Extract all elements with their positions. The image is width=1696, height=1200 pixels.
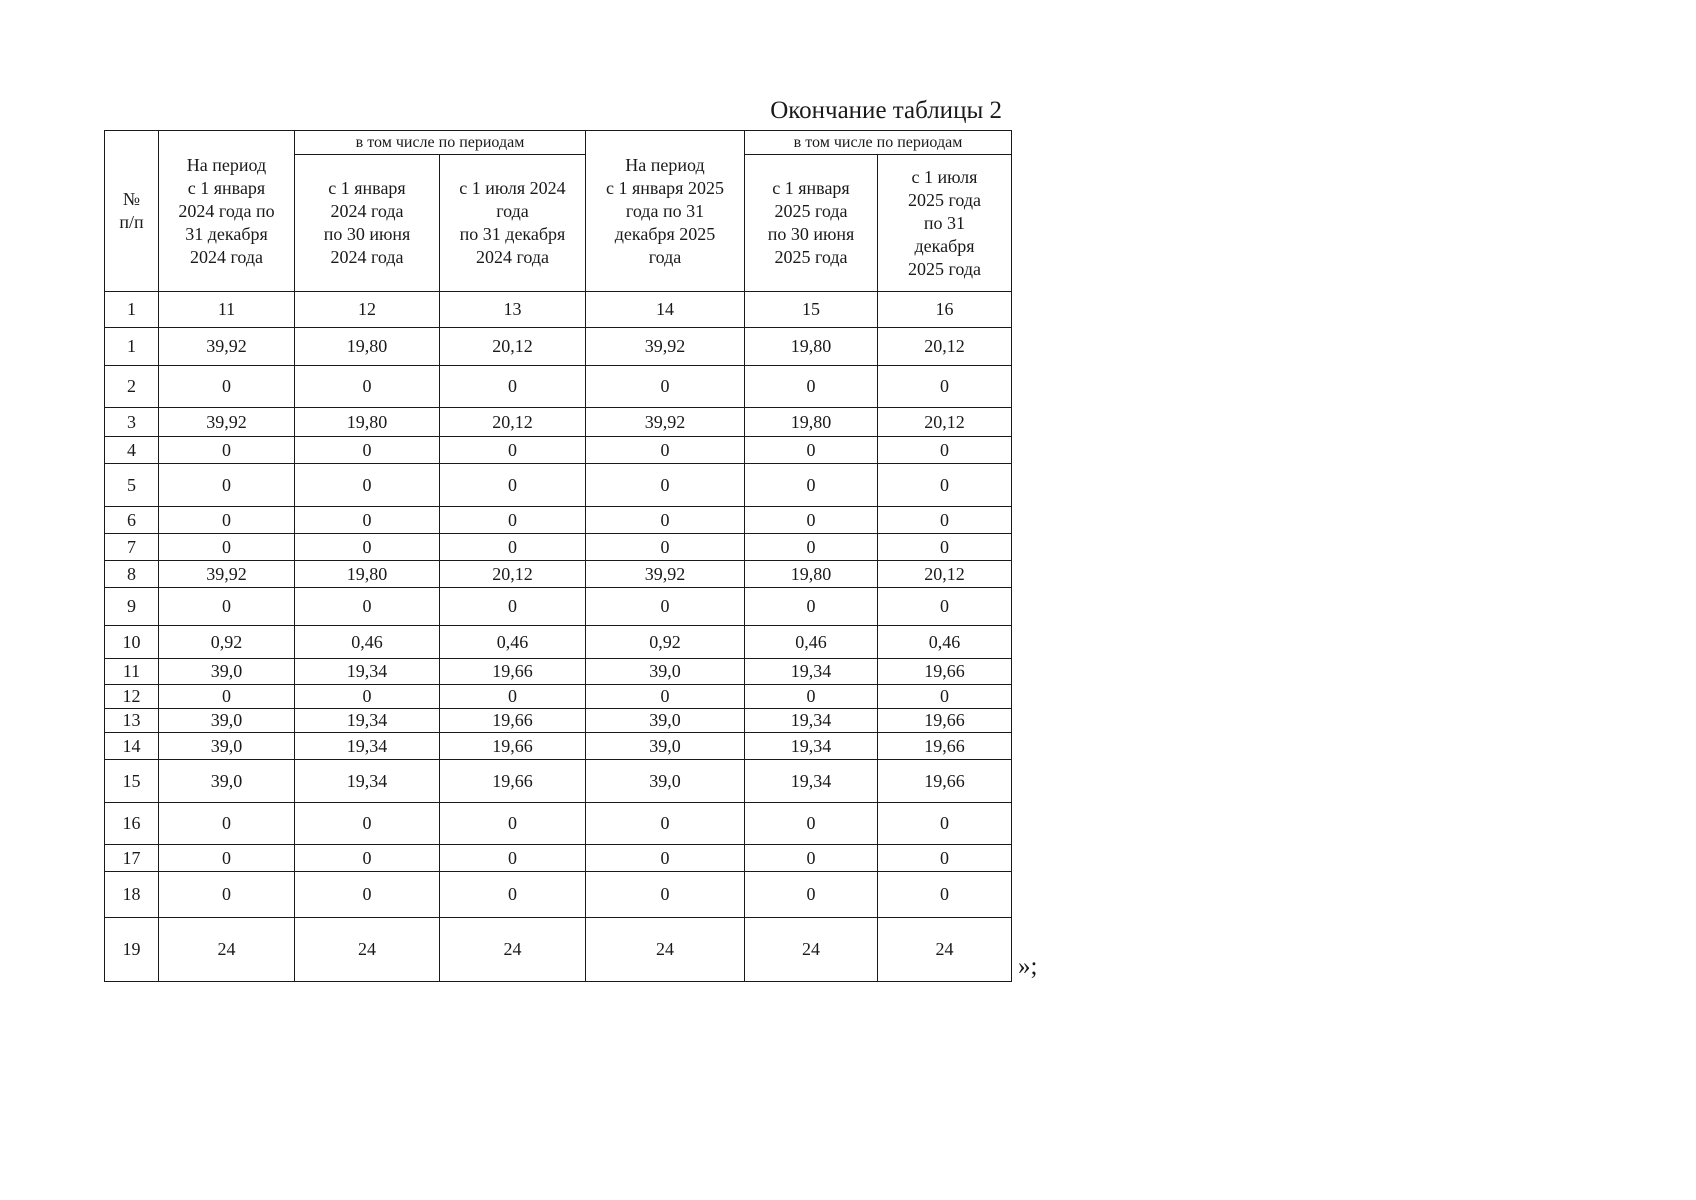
value-cell: 19,80 — [745, 328, 878, 366]
header-h1-2025 — [745, 155, 878, 292]
value-cell: 19,34 — [295, 709, 440, 733]
value-cell: 0,46 — [295, 626, 440, 659]
value-cell: 39,92 — [586, 561, 745, 588]
value-cell: 0 — [586, 507, 745, 534]
table-row — [105, 328, 1012, 366]
value-cell: 0 — [159, 685, 295, 709]
table-row — [105, 760, 1012, 803]
value-cell: 39,0 — [586, 760, 745, 803]
value-cell: 0 — [295, 437, 440, 464]
value-cell: 0 — [159, 803, 295, 845]
value-cell: 19,34 — [295, 733, 440, 760]
value-cell: 0 — [878, 507, 1012, 534]
value-cell: 0 — [586, 803, 745, 845]
value-cell: 24 — [440, 918, 586, 982]
value-cell: 0 — [745, 588, 878, 626]
value-cell: 24 — [295, 918, 440, 982]
value-cell: 0 — [159, 872, 295, 918]
data-table — [104, 130, 1012, 982]
value-cell: 0 — [295, 464, 440, 507]
value-cell: 0 — [440, 437, 586, 464]
header-num — [105, 131, 159, 292]
value-cell: 0 — [878, 803, 1012, 845]
row-number-cell: 1 — [105, 328, 159, 366]
value-cell: 0 — [295, 534, 440, 561]
value-cell: 19,66 — [440, 733, 586, 760]
value-cell: 19,80 — [295, 328, 440, 366]
value-cell: 0 — [745, 366, 878, 408]
table-body — [105, 292, 1012, 982]
value-cell: 0 — [745, 507, 878, 534]
table-row — [105, 845, 1012, 872]
value-cell: 0 — [586, 685, 745, 709]
header-h2-2024 — [440, 155, 586, 292]
value-cell: 0 — [159, 845, 295, 872]
header-h2-2025 — [878, 155, 1012, 292]
column-number-cell: 13 — [440, 292, 586, 328]
value-cell: 0 — [159, 366, 295, 408]
value-cell: 19,66 — [878, 760, 1012, 803]
value-cell: 0 — [586, 588, 745, 626]
row-number-cell: 3 — [105, 408, 159, 437]
value-cell: 39,92 — [586, 408, 745, 437]
value-cell: 0 — [440, 588, 586, 626]
table-row — [105, 733, 1012, 760]
column-number-cell: 14 — [586, 292, 745, 328]
value-cell: 0 — [745, 464, 878, 507]
header-group-2025: в том числе по периодам — [745, 131, 1012, 155]
value-cell: 20,12 — [878, 408, 1012, 437]
header-h1-2025-text: с 1 января 2025 года по 30 июня 2025 года — [767, 178, 855, 267]
value-cell: 19,34 — [745, 733, 878, 760]
value-cell: 24 — [878, 918, 1012, 982]
value-cell: 0,46 — [745, 626, 878, 659]
value-cell: 20,12 — [440, 561, 586, 588]
header-group-2024: в том числе по периодам — [295, 131, 586, 155]
header-period-2025 — [586, 131, 745, 292]
column-number-cell: 1 — [105, 292, 159, 328]
row-number-cell: 12 — [105, 685, 159, 709]
value-cell: 0 — [295, 803, 440, 845]
row-number-cell: 8 — [105, 561, 159, 588]
value-cell: 20,12 — [440, 328, 586, 366]
header-h1-2024 — [295, 155, 440, 292]
row-number-cell: 4 — [105, 437, 159, 464]
value-cell: 39,0 — [586, 659, 745, 685]
value-cell: 19,80 — [295, 561, 440, 588]
row-number-cell: 16 — [105, 803, 159, 845]
value-cell: 19,66 — [878, 659, 1012, 685]
row-number-cell: 9 — [105, 588, 159, 626]
value-cell: 19,34 — [745, 709, 878, 733]
header-period-2024-text: На период с 1 января 2024 года по 31 декабря 2024 года — [178, 154, 275, 267]
table-row — [105, 464, 1012, 507]
value-cell: 0 — [745, 685, 878, 709]
value-cell: 0 — [440, 534, 586, 561]
value-cell: 19,34 — [295, 760, 440, 803]
column-number-cell: 12 — [295, 292, 440, 328]
row-number-cell: 2 — [105, 366, 159, 408]
row-number-cell: 19 — [105, 918, 159, 982]
header-h1-2024-text: с 1 января 2024 года по 30 июня 2024 года — [323, 178, 411, 267]
value-cell: 0 — [295, 845, 440, 872]
row-number-cell: 11 — [105, 659, 159, 685]
value-cell: 0 — [586, 872, 745, 918]
header-num-text: № п/п — [119, 189, 144, 232]
value-cell: 19,66 — [440, 659, 586, 685]
value-cell: 0,46 — [440, 626, 586, 659]
row-number-cell: 13 — [105, 709, 159, 733]
value-cell: 39,92 — [159, 328, 295, 366]
value-cell: 39,0 — [586, 709, 745, 733]
value-cell: 19,80 — [295, 408, 440, 437]
value-cell: 0 — [878, 588, 1012, 626]
row-number-cell: 14 — [105, 733, 159, 760]
column-number-cell: 16 — [878, 292, 1012, 328]
header-h2-2025-text: с 1 июля 2025 года по 31 декабря 2025 года — [907, 166, 982, 279]
value-cell: 19,34 — [295, 659, 440, 685]
value-cell: 0 — [440, 507, 586, 534]
value-cell: 0 — [295, 872, 440, 918]
value-cell: 24 — [745, 918, 878, 982]
value-cell: 0 — [295, 588, 440, 626]
value-cell: 20,12 — [878, 561, 1012, 588]
value-cell: 0 — [878, 366, 1012, 408]
column-number-row — [105, 292, 1012, 328]
table-row — [105, 659, 1012, 685]
value-cell: 0 — [745, 534, 878, 561]
table-row — [105, 588, 1012, 626]
value-cell: 0 — [295, 507, 440, 534]
value-cell: 19,66 — [878, 733, 1012, 760]
table-row — [105, 366, 1012, 408]
value-cell: 19,80 — [745, 408, 878, 437]
row-number-cell: 17 — [105, 845, 159, 872]
value-cell: 0 — [745, 845, 878, 872]
table-row — [105, 918, 1012, 982]
value-cell: 0 — [440, 803, 586, 845]
column-number-cell: 11 — [159, 292, 295, 328]
value-cell: 19,34 — [745, 760, 878, 803]
row-number-cell: 7 — [105, 534, 159, 561]
value-cell: 39,0 — [159, 659, 295, 685]
value-cell: 0 — [878, 845, 1012, 872]
value-cell: 0 — [745, 803, 878, 845]
value-cell: 0 — [586, 464, 745, 507]
column-number-cell: 15 — [745, 292, 878, 328]
closing-mark: »; — [1018, 953, 1038, 980]
value-cell: 0 — [295, 366, 440, 408]
value-cell: 0,92 — [159, 626, 295, 659]
value-cell: 0 — [159, 507, 295, 534]
value-cell: 0,92 — [586, 626, 745, 659]
table-row — [105, 507, 1012, 534]
table-row — [105, 872, 1012, 918]
table-caption: Окончание таблицы 2 — [770, 97, 1002, 124]
value-cell: 39,92 — [159, 561, 295, 588]
table-row — [105, 803, 1012, 845]
value-cell: 0 — [745, 872, 878, 918]
value-cell: 19,66 — [878, 709, 1012, 733]
value-cell: 39,92 — [586, 328, 745, 366]
row-number-cell: 15 — [105, 760, 159, 803]
value-cell: 0 — [878, 464, 1012, 507]
value-cell: 39,0 — [159, 709, 295, 733]
value-cell: 0 — [586, 437, 745, 464]
table-row — [105, 408, 1012, 437]
table-row — [105, 534, 1012, 561]
table-row — [105, 561, 1012, 588]
table-row — [105, 685, 1012, 709]
value-cell: 19,34 — [745, 659, 878, 685]
table-row — [105, 709, 1012, 733]
value-cell: 0,46 — [878, 626, 1012, 659]
value-cell: 0 — [440, 845, 586, 872]
value-cell: 24 — [586, 918, 745, 982]
value-cell: 0 — [878, 534, 1012, 561]
row-number-cell: 18 — [105, 872, 159, 918]
value-cell: 19,66 — [440, 760, 586, 803]
value-cell: 0 — [745, 437, 878, 464]
value-cell: 20,12 — [440, 408, 586, 437]
table-row — [105, 626, 1012, 659]
value-cell: 39,0 — [159, 733, 295, 760]
value-cell: 0 — [586, 845, 745, 872]
header-h2-2024-text: с 1 июля 2024 года по 31 декабря 2024 года — [459, 178, 566, 267]
header-period-2025-text: На период с 1 января 2025 года по 31 декабря 2025 года — [606, 154, 724, 267]
value-cell: 0 — [440, 872, 586, 918]
value-cell: 0 — [586, 534, 745, 561]
value-cell: 0 — [878, 872, 1012, 918]
value-cell: 0 — [159, 437, 295, 464]
value-cell: 39,0 — [586, 733, 745, 760]
value-cell: 0 — [586, 366, 745, 408]
row-number-cell: 5 — [105, 464, 159, 507]
value-cell: 0 — [159, 464, 295, 507]
value-cell: 0 — [159, 588, 295, 626]
value-cell: 0 — [295, 685, 440, 709]
value-cell: 39,92 — [159, 408, 295, 437]
value-cell: 0 — [440, 366, 586, 408]
value-cell: 0 — [440, 685, 586, 709]
header-period-2024 — [159, 131, 295, 292]
table-row — [105, 437, 1012, 464]
row-number-cell: 6 — [105, 507, 159, 534]
value-cell: 24 — [159, 918, 295, 982]
value-cell: 39,0 — [159, 760, 295, 803]
value-cell: 0 — [440, 464, 586, 507]
value-cell: 20,12 — [878, 328, 1012, 366]
value-cell: 0 — [159, 534, 295, 561]
value-cell: 19,80 — [745, 561, 878, 588]
value-cell: 0 — [878, 437, 1012, 464]
row-number-cell: 10 — [105, 626, 159, 659]
value-cell: 0 — [878, 685, 1012, 709]
value-cell: 19,66 — [440, 709, 586, 733]
